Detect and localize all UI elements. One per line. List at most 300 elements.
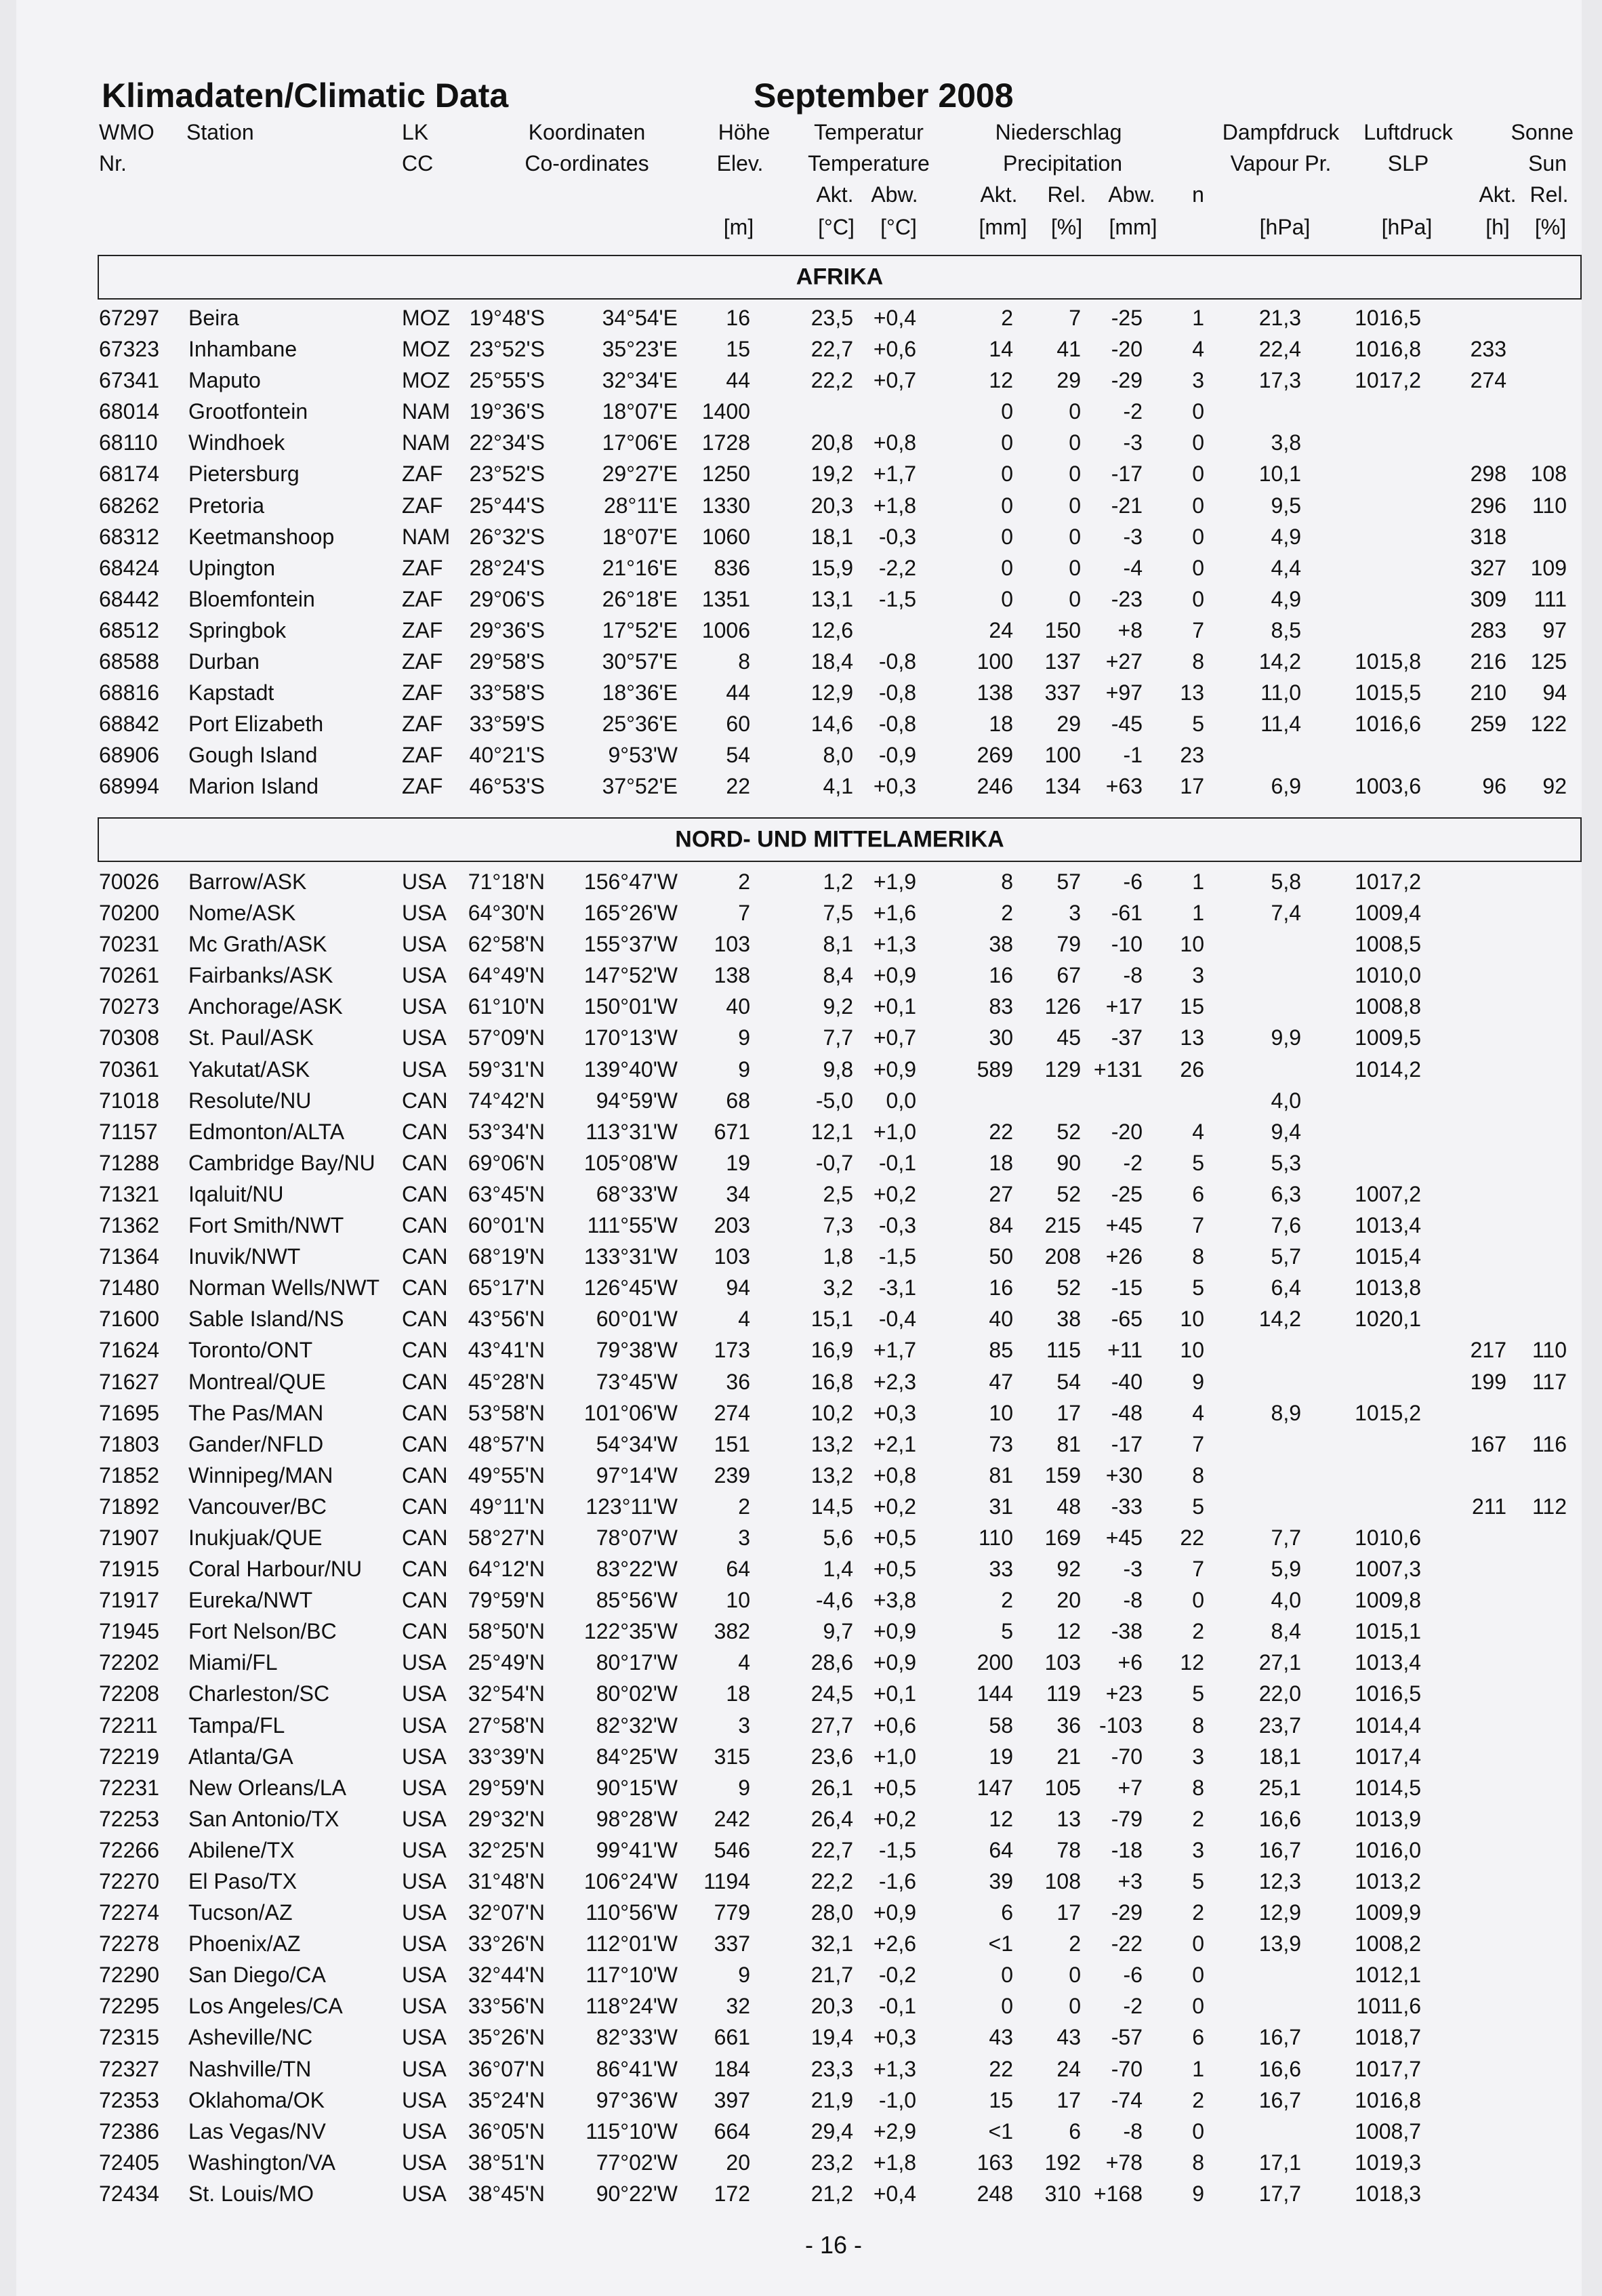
- sea-level-pressure: 1009,5: [1355, 1025, 1421, 1050]
- station-name: Miami/FL: [188, 1650, 278, 1675]
- precip-actual: 246: [977, 774, 1013, 799]
- sun-hours: 259: [1470, 712, 1506, 737]
- longitude: 133°31'W: [583, 1244, 678, 1269]
- wmo-number: 68906: [99, 743, 159, 768]
- temp-actual: 18,1: [810, 524, 853, 549]
- precip-days: 0: [1192, 399, 1204, 424]
- precip-actual: 24: [989, 617, 1013, 642]
- table-row: [0, 615, 1602, 646]
- table-row: [0, 302, 1602, 333]
- table-row: [0, 1897, 1602, 1928]
- longitude: 112°01'W: [586, 1931, 678, 1956]
- country-code: NAM: [402, 524, 451, 549]
- precip-days: 2: [1192, 1619, 1204, 1644]
- sea-level-pressure: 1016,5: [1355, 1681, 1421, 1706]
- wmo-number: 70361: [99, 1057, 159, 1082]
- station-name: Norman Wells/NWT: [188, 1275, 380, 1300]
- precip-days: 15: [1180, 994, 1204, 1019]
- elevation: 3: [738, 1525, 750, 1550]
- sun-relative: 110: [1532, 1338, 1567, 1363]
- elevation: 151: [714, 1431, 750, 1456]
- vapour-pressure: 17,1: [1258, 2150, 1301, 2175]
- latitude: 64°49'N: [468, 963, 545, 988]
- precip-deviation: -20: [1111, 1119, 1143, 1144]
- precip-deviation: +168: [1093, 2181, 1143, 2206]
- temp-deviation: +1,8: [873, 493, 916, 518]
- precip-relative: 119: [1046, 1681, 1081, 1706]
- elevation: 779: [714, 1900, 750, 1925]
- table-row: [0, 1334, 1602, 1366]
- latitude: 33°58'S: [469, 680, 545, 705]
- hdr-unit-pct: [%]: [1050, 215, 1083, 239]
- vapour-pressure: 14,2: [1258, 1307, 1301, 1332]
- station-name: Beira: [188, 306, 239, 330]
- longitude: 150°01'W: [583, 994, 678, 1019]
- precip-deviation: -6: [1123, 1963, 1143, 1988]
- station-name: Nashville/TN: [188, 2056, 312, 2081]
- precip-days: 0: [1192, 1931, 1204, 1956]
- latitude: 19°48'S: [469, 306, 545, 330]
- wmo-number: 68014: [99, 399, 159, 424]
- latitude: 63°45'N: [468, 1181, 545, 1206]
- precip-days: 13: [1180, 1025, 1204, 1050]
- sea-level-pressure: 1016,8: [1355, 337, 1421, 362]
- table-row: [0, 2116, 1602, 2147]
- wmo-number: 72386: [99, 2118, 159, 2144]
- country-code: CAN: [402, 1619, 448, 1644]
- table-row: [0, 1022, 1602, 1053]
- precip-deviation: -6: [1123, 869, 1143, 894]
- elevation: 1400: [701, 399, 750, 424]
- wmo-number: 72327: [99, 2056, 159, 2081]
- precip-days: 0: [1192, 462, 1204, 487]
- table-row: [0, 1959, 1602, 1990]
- longitude: 94°59'W: [596, 1088, 678, 1113]
- precip-deviation: +8: [1117, 617, 1143, 642]
- latitude: 59°31'N: [468, 1057, 545, 1082]
- vapour-pressure: 3,8: [1271, 430, 1301, 455]
- sun-relative: 92: [1542, 774, 1567, 799]
- station-name: Coral Harbour/NU: [188, 1557, 363, 1582]
- temp-deviation: +0,1: [873, 1681, 916, 1706]
- longitude: 21°16'E: [602, 555, 678, 580]
- table-row: [0, 1366, 1602, 1397]
- wmo-number: 71627: [99, 1369, 159, 1394]
- wmo-number: 71917: [99, 1588, 159, 1613]
- latitude: 32°07'N: [468, 1900, 545, 1925]
- precip-deviation: -48: [1111, 1400, 1143, 1425]
- table-row: [0, 1178, 1602, 1210]
- temp-actual: 10,2: [810, 1400, 853, 1425]
- station-name: Windhoek: [188, 430, 285, 455]
- precip-relative: 52: [1056, 1275, 1081, 1300]
- wmo-number: 71695: [99, 1400, 159, 1425]
- country-code: USA: [402, 994, 447, 1019]
- precip-actual: 138: [977, 680, 1013, 705]
- elevation: 16: [726, 306, 750, 330]
- temp-deviation: +0,3: [873, 774, 916, 799]
- sun-relative: 109: [1530, 555, 1567, 580]
- sea-level-pressure: 1015,4: [1355, 1244, 1421, 1269]
- precip-relative: 2: [1069, 1931, 1081, 1956]
- table-row: [0, 2053, 1602, 2085]
- vapour-pressure: 17,3: [1258, 368, 1301, 393]
- temp-actual: 13,1: [810, 586, 853, 611]
- station-name: Gander/NFLD: [188, 1431, 324, 1456]
- sun-hours: 233: [1470, 337, 1506, 362]
- precip-relative: 137: [1044, 649, 1081, 674]
- latitude: 53°58'N: [468, 1400, 545, 1425]
- station-name: Inuvik/NWT: [188, 1244, 301, 1269]
- precip-days: 12: [1180, 1650, 1204, 1675]
- sea-level-pressure: 1015,8: [1355, 649, 1421, 674]
- country-code: USA: [402, 2118, 447, 2144]
- table-row: [0, 2022, 1602, 2053]
- country-code: USA: [402, 1650, 447, 1675]
- temp-deviation: +0,8: [873, 1462, 916, 1488]
- latitude: 29°59'N: [468, 1775, 545, 1800]
- precip-relative: 215: [1044, 1213, 1081, 1238]
- hdr-prec-n: n: [1192, 182, 1204, 207]
- sea-level-pressure: 1013,9: [1355, 1806, 1421, 1831]
- precip-relative: 17: [1056, 1400, 1081, 1425]
- table-row: [0, 1647, 1602, 1678]
- wmo-number: 68816: [99, 680, 159, 705]
- latitude: 36°05'N: [468, 2118, 545, 2144]
- table-row: [0, 2178, 1602, 2209]
- temp-deviation: +2,1: [873, 1431, 916, 1456]
- country-code: CAN: [402, 1525, 448, 1550]
- precip-days: 3: [1192, 963, 1204, 988]
- station-name: Vancouver/BC: [188, 1494, 327, 1519]
- temp-actual: 19,4: [810, 2025, 853, 2050]
- hdr-prec: Niederschlag: [995, 120, 1122, 144]
- longitude: 79°38'W: [596, 1338, 678, 1363]
- sun-hours: 211: [1471, 1494, 1506, 1519]
- country-code: CAN: [402, 1338, 448, 1363]
- temp-deviation: +1,7: [873, 462, 916, 487]
- precip-relative: 0: [1069, 462, 1081, 487]
- longitude: 80°02'W: [596, 1681, 678, 1706]
- temp-actual: 22,7: [810, 1837, 853, 1862]
- station-name: Bloemfontein: [188, 586, 315, 611]
- elevation: 337: [714, 1931, 750, 1956]
- country-code: USA: [402, 2181, 447, 2206]
- longitude: 115°10'W: [586, 2118, 678, 2144]
- table-row: [0, 1710, 1602, 1741]
- table-row: [0, 1834, 1602, 1866]
- precip-relative: 29: [1056, 368, 1081, 393]
- latitude: 68°19'N: [468, 1244, 545, 1269]
- table-row: [0, 1116, 1602, 1147]
- precip-deviation: -65: [1111, 1307, 1143, 1332]
- temp-deviation: -0,4: [878, 1307, 916, 1332]
- country-code: CAN: [402, 1213, 448, 1238]
- precip-deviation: -21: [1111, 493, 1143, 518]
- sea-level-pressure: 1013,2: [1355, 1869, 1421, 1893]
- hdr-sun-rel: Rel.: [1529, 182, 1569, 207]
- precip-relative: 67: [1056, 963, 1081, 988]
- table-row: [0, 583, 1602, 615]
- vapour-pressure: 27,1: [1258, 1650, 1301, 1675]
- country-code: CAN: [402, 1494, 448, 1519]
- temp-deviation: +0,2: [873, 1494, 916, 1519]
- precip-deviation: -15: [1111, 1275, 1143, 1300]
- precip-relative: 12: [1056, 1619, 1081, 1644]
- station-name: Tampa/FL: [188, 1713, 285, 1738]
- elevation: 1006: [701, 617, 750, 642]
- elevation: 9: [738, 1025, 750, 1050]
- latitude: 65°17'N: [468, 1275, 545, 1300]
- vapour-pressure: 6,9: [1271, 774, 1301, 799]
- station-name: Port Elizabeth: [188, 712, 324, 737]
- precip-deviation: +45: [1105, 1213, 1143, 1238]
- sea-level-pressure: 1011,6: [1356, 1994, 1421, 2019]
- latitude: 32°25'N: [468, 1837, 545, 1862]
- temp-actual: -4,6: [815, 1588, 853, 1613]
- longitude: 86°41'W: [596, 2056, 678, 2081]
- station-name: Sable Island/NS: [188, 1307, 344, 1332]
- precip-days: 0: [1192, 2118, 1204, 2144]
- precip-relative: 57: [1056, 869, 1081, 894]
- precip-deviation: +3: [1117, 1869, 1143, 1893]
- precip-actual: 64: [989, 1837, 1013, 1862]
- temp-deviation: +2,9: [873, 2118, 916, 2144]
- vapour-pressure: 13,9: [1258, 1931, 1301, 1956]
- temp-actual: 20,3: [810, 493, 853, 518]
- wmo-number: 67297: [99, 306, 159, 330]
- country-code: ZAF: [402, 586, 443, 611]
- hdr-unit-hpa2: [hPa]: [1381, 215, 1433, 239]
- sea-level-pressure: 1008,5: [1355, 932, 1421, 957]
- table-row: [0, 1147, 1602, 1178]
- precip-actual: 0: [1001, 399, 1013, 424]
- table-row: [0, 1678, 1602, 1709]
- sun-hours: 217: [1470, 1338, 1506, 1363]
- temp-deviation: +1,3: [873, 932, 916, 957]
- temp-actual: 23,3: [810, 2056, 853, 2081]
- precip-deviation: -8: [1123, 1588, 1143, 1613]
- precip-actual: 19: [989, 1744, 1013, 1769]
- precip-relative: 54: [1056, 1369, 1081, 1394]
- wmo-number: 71945: [99, 1619, 159, 1644]
- precip-days: 23: [1180, 743, 1204, 768]
- wmo-number: 71157: [99, 1119, 158, 1144]
- elevation: 664: [714, 2118, 750, 2144]
- temp-deviation: +0,5: [873, 1557, 916, 1582]
- longitude: 60°01'W: [596, 1307, 678, 1332]
- temp-actual: 22,2: [810, 1869, 853, 1893]
- country-code: USA: [402, 869, 447, 894]
- sun-hours: 283: [1470, 617, 1506, 642]
- vapour-pressure: 12,9: [1258, 1900, 1301, 1925]
- latitude: 61°10'N: [468, 994, 545, 1019]
- vapour-pressure: 16,6: [1258, 2056, 1301, 2081]
- hdr-temperature: Temperature: [808, 151, 930, 176]
- sea-level-pressure: 1017,2: [1355, 869, 1421, 894]
- precip-relative: 17: [1056, 1900, 1081, 1925]
- latitude: 32°54'N: [468, 1681, 545, 1706]
- table-row: [0, 1772, 1602, 1803]
- sea-level-pressure: 1013,4: [1355, 1213, 1421, 1238]
- elevation: 19: [726, 1150, 750, 1175]
- precip-deviation: +45: [1105, 1525, 1143, 1550]
- elevation: 10: [726, 1588, 750, 1613]
- longitude: 26°18'E: [602, 586, 678, 611]
- hdr-unit-mm1: [mm]: [979, 215, 1027, 239]
- elevation: 4: [738, 1650, 750, 1675]
- vapour-pressure: 9,9: [1271, 1025, 1301, 1050]
- sea-level-pressure: 1014,2: [1355, 1057, 1421, 1082]
- temp-deviation: 0,0: [886, 1088, 916, 1113]
- longitude: 18°07'E: [602, 399, 678, 424]
- precip-days: 10: [1180, 932, 1204, 957]
- hdr-prec-abw: Abw.: [1108, 182, 1155, 207]
- precip-relative: 192: [1044, 2150, 1081, 2175]
- table-row: [0, 521, 1602, 552]
- country-code: CAN: [402, 1275, 448, 1300]
- latitude: 69°06'N: [468, 1150, 545, 1175]
- temp-deviation: +1,9: [873, 869, 916, 894]
- precip-actual: 10: [989, 1400, 1013, 1425]
- precip-actual: 248: [977, 2181, 1013, 2206]
- latitude: 48°57'N: [468, 1431, 545, 1456]
- elevation: 54: [726, 743, 750, 768]
- country-code: USA: [402, 1931, 447, 1956]
- temp-actual: 12,1: [810, 1119, 853, 1144]
- station-name: Pretoria: [188, 493, 265, 518]
- longitude: 97°14'W: [596, 1462, 678, 1488]
- precip-actual: 40: [989, 1307, 1013, 1332]
- wmo-number: 68588: [99, 649, 159, 674]
- precip-deviation: -61: [1111, 901, 1143, 926]
- precip-actual: 6: [1001, 1900, 1013, 1925]
- precip-actual: 163: [977, 2150, 1013, 2175]
- temp-deviation: -2,2: [878, 555, 916, 580]
- temp-deviation: +0,9: [873, 1650, 916, 1675]
- longitude: 105°08'W: [583, 1150, 678, 1175]
- elevation: 1330: [701, 493, 750, 518]
- precip-deviation: -103: [1098, 1713, 1143, 1738]
- country-code: USA: [402, 1869, 447, 1893]
- precip-relative: 3: [1069, 901, 1081, 926]
- precip-actual: 5: [1001, 1619, 1013, 1644]
- precip-days: 1: [1192, 901, 1204, 926]
- temp-deviation: -0,8: [878, 712, 916, 737]
- temp-actual: 28,0: [810, 1900, 853, 1925]
- longitude: 18°07'E: [602, 524, 678, 549]
- precip-days: 9: [1192, 2181, 1204, 2206]
- country-code: CAN: [402, 1088, 448, 1113]
- wmo-number: 70308: [99, 1025, 159, 1050]
- temp-actual: 13,2: [810, 1431, 853, 1456]
- temp-deviation: +0,9: [873, 1057, 916, 1082]
- precip-actual: 58: [989, 1713, 1013, 1738]
- vapour-pressure: 5,3: [1271, 1150, 1301, 1175]
- vapour-pressure: 16,6: [1258, 1806, 1301, 1831]
- precip-days: 8: [1192, 2150, 1204, 2175]
- longitude: 156°47'W: [583, 869, 678, 894]
- precip-deviation: +63: [1105, 774, 1143, 799]
- precip-days: 5: [1192, 1494, 1204, 1519]
- table-row: [0, 1866, 1602, 1897]
- wmo-number: 71852: [99, 1462, 159, 1488]
- precip-deviation: +131: [1093, 1057, 1143, 1082]
- latitude: 25°49'N: [468, 1650, 545, 1675]
- elevation: 1728: [701, 430, 750, 455]
- precip-relative: 0: [1069, 555, 1081, 580]
- latitude: 29°36'S: [469, 617, 545, 642]
- wmo-number: 68312: [99, 524, 159, 549]
- elevation: 1351: [701, 586, 750, 611]
- station-name: Fort Smith/NWT: [188, 1213, 344, 1238]
- latitude: 62°58'N: [468, 932, 545, 957]
- precip-days: 0: [1192, 430, 1204, 455]
- temp-actual: 21,7: [810, 1963, 853, 1988]
- latitude: 23°52'S: [469, 462, 545, 487]
- precip-relative: 310: [1044, 2181, 1081, 2206]
- temp-deviation: -1,5: [878, 586, 916, 611]
- wmo-number: 71364: [99, 1244, 159, 1269]
- vapour-pressure: 5,7: [1271, 1244, 1301, 1269]
- vapour-pressure: 4,0: [1271, 1088, 1301, 1113]
- station-name: San Diego/CA: [188, 1963, 326, 1988]
- precip-days: 2: [1192, 1806, 1204, 1831]
- temp-actual: 1,2: [823, 869, 853, 894]
- temp-actual: 8,1: [823, 932, 853, 957]
- hdr-vapour: Vapour Pr.: [1230, 151, 1332, 176]
- station-name: Winnipeg/MAN: [188, 1462, 333, 1488]
- vapour-pressure: 5,9: [1271, 1557, 1301, 1582]
- elevation: 44: [726, 368, 750, 393]
- station-name: Montreal/QUE: [188, 1369, 326, 1394]
- elevation: 315: [714, 1744, 750, 1769]
- country-code: USA: [402, 1900, 447, 1925]
- wmo-number: 67341: [99, 368, 159, 393]
- country-code: CAN: [402, 1150, 448, 1175]
- vapour-pressure: 4,0: [1271, 1588, 1301, 1613]
- latitude: 31°48'N: [468, 1869, 545, 1893]
- table-row: [0, 2085, 1602, 2116]
- temp-actual: 14,6: [810, 712, 853, 737]
- latitude: 71°18'N: [468, 869, 545, 894]
- precip-relative: 0: [1069, 1963, 1081, 1988]
- elevation: 44: [726, 680, 750, 705]
- country-code: CAN: [402, 1557, 448, 1582]
- precip-deviation: +30: [1105, 1462, 1143, 1488]
- precip-days: 26: [1180, 1057, 1204, 1082]
- sun-hours: 309: [1470, 586, 1506, 611]
- precip-actual: 27: [989, 1181, 1013, 1206]
- elevation: 60: [726, 712, 750, 737]
- elevation: 22: [726, 774, 750, 799]
- longitude: 101°06'W: [583, 1400, 678, 1425]
- table-row: [0, 646, 1602, 677]
- precip-actual: 0: [1001, 462, 1013, 487]
- country-code: USA: [402, 1963, 447, 1988]
- sun-relative: 117: [1532, 1369, 1567, 1394]
- precip-deviation: -8: [1123, 963, 1143, 988]
- latitude: 58°50'N: [468, 1619, 545, 1644]
- precip-days: 5: [1192, 1869, 1204, 1893]
- sea-level-pressure: 1012,1: [1355, 1963, 1421, 1988]
- vapour-pressure: 7,4: [1271, 901, 1301, 926]
- elevation: 836: [714, 555, 750, 580]
- temp-deviation: +3,8: [873, 1588, 916, 1613]
- table-row: [0, 365, 1602, 396]
- elevation: 203: [714, 1213, 750, 1238]
- precip-deviation: -10: [1111, 932, 1143, 957]
